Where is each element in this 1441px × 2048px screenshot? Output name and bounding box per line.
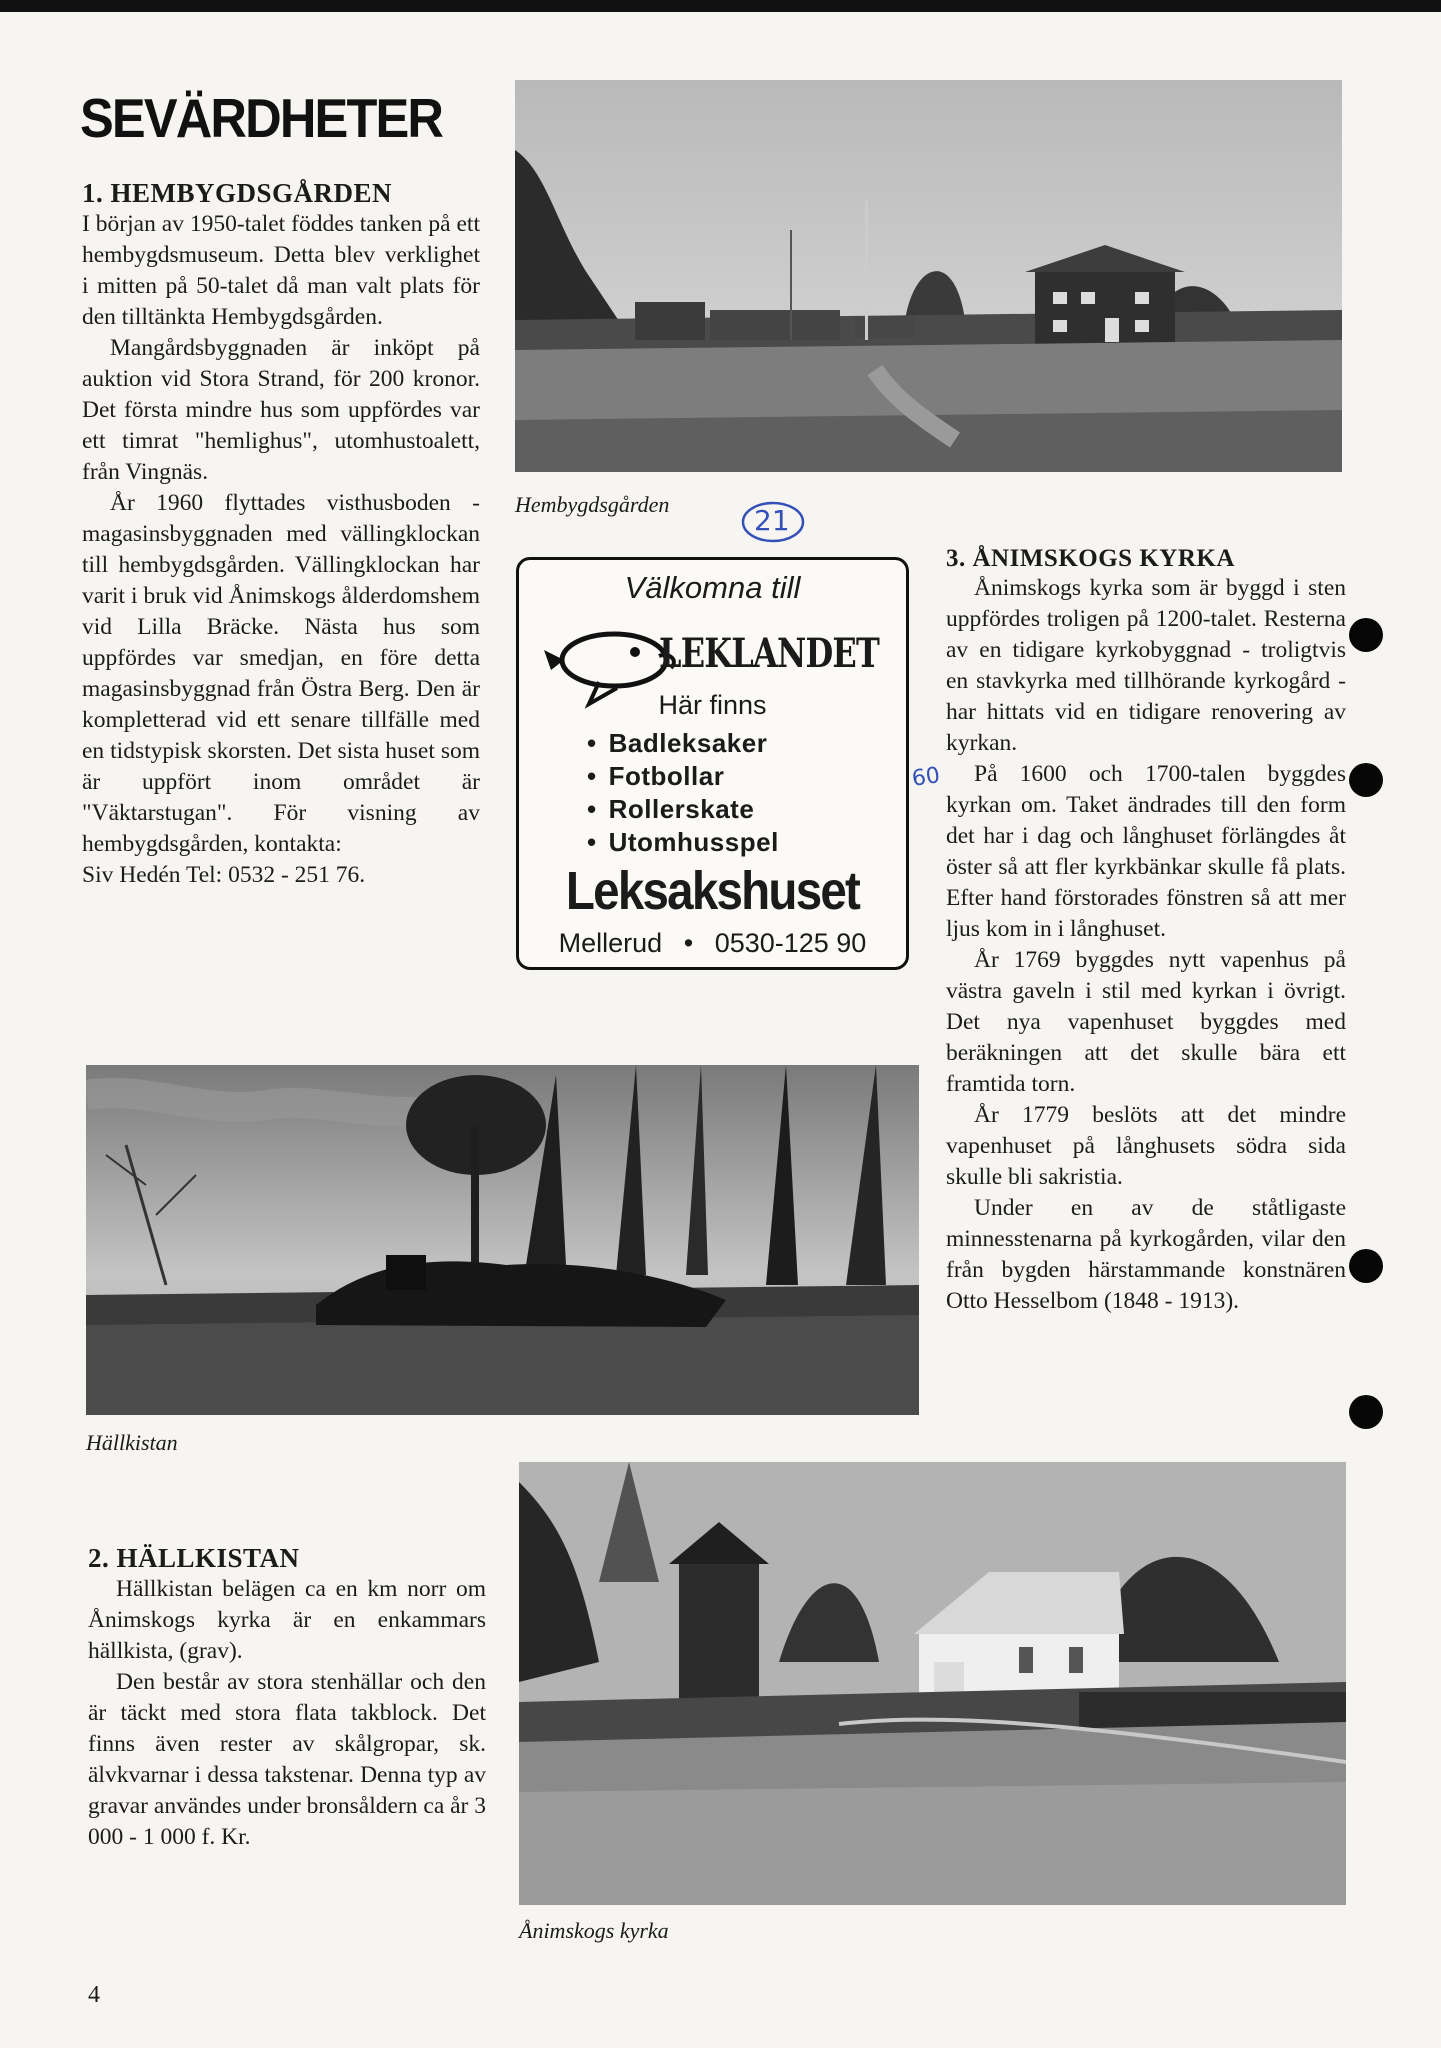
caption-hallkistan: Hällkistan xyxy=(86,1430,178,1455)
section-animskogs-kyrka xyxy=(946,545,1346,1317)
bullet-separator: • xyxy=(683,928,694,958)
photo-hembygdsgarden xyxy=(515,80,1342,472)
ad-item: • Fotbollar xyxy=(587,760,779,793)
punch-hole xyxy=(1349,618,1383,652)
paragraph: År 1960 flyttades visthusboden - magasinsbyggnaden med vällingklockan till hembygdsgården. Vällingklockan har varit i bruk vid Ånimskogs ålderdomshem vid Lilla Bräcke. Nästa hus som uppfördes var smedjan, en före detta magasinsbyggnad från Östra Berg. Den är kompletterad vid ett senare tillfälle med en tidstypisk skorsten. Det sista huset som är uppfört inom området är "Väktarstugan". För visning av hembygdsgården, kontakta: xyxy=(82,490,480,857)
caption-animskogs-kyrka: Ånimskogs kyrka xyxy=(519,1918,669,1943)
ad-item-list xyxy=(587,727,779,859)
paragraph: Ånimskogs kyrka som är byggd i sten uppfördes troligen på 1200-talet. Resterna av en tidigare kyrkobyggnad - troligtvis en stavkyrka med tillhörande kyrkogård - har hittats vid en tidigare renovering av kyrkan. xyxy=(946,575,1346,756)
punch-hole xyxy=(1349,1395,1383,1429)
section-hembygdsgarden xyxy=(82,178,480,891)
paragraph: Mangårdsbyggnaden är inköpt på auktion vid Stora Strand, för 200 kronor. Det första mindre hus som uppfördes var ett timrat "hemlighus", utomhustoalett, från Vingnäs. xyxy=(82,335,480,485)
photo-animskogs-kyrka xyxy=(519,1462,1346,1905)
ad-item: • Rollerskate xyxy=(587,793,779,826)
punch-hole xyxy=(1349,763,1383,797)
paragraph: Hällkistan belägen ca en km norr om Ånimskogs kyrka är en enkammars hällkista, (grav). xyxy=(88,1576,486,1664)
section-hallkistan xyxy=(88,1543,486,1853)
section-body xyxy=(88,1574,486,1853)
page-title: SEVÄRDHETER xyxy=(80,87,443,149)
logo-text: LEKLANDET xyxy=(659,630,880,677)
handwritten-annotation-21 xyxy=(740,500,806,544)
paragraph: I början av 1950-talet föddes tanken på ett hembygdsmuseum. Detta blev verklighet i mitten på 50-talet då man valt plats för den tilltänkta Hembygdsgården. xyxy=(82,211,480,330)
paragraph: Under en av de ståtligaste minnesstenarna på kyrkogården, vilar den från bygden härstammande konstnären Otto Hesselbom (1848 - 1913). xyxy=(946,1195,1346,1314)
paragraph: Den består av stora stenhällar och den är täckt med stora flata takblock. Det finns även rester av skålgropar, sk. älvkvarnar i dessa takstenar. Denna typ av gravar användes under bronsåldern ca år 3 000 - 1 000 f. Kr. xyxy=(88,1669,487,1850)
section-heading: 1. HEMBYGDSGÅRDEN xyxy=(82,178,393,208)
paragraph: Siv Hedén Tel: 0532 - 251 76. xyxy=(82,862,366,888)
section-heading: 3. ÅNIMSKOGS KYRKA xyxy=(946,545,1235,572)
paragraph: År 1769 byggdes nytt vapenhus på västra gaveln i stil med kyrkan i övrigt. Det nya vapenhuset byggdes med beräkningen att det skulle bära ett framtida torn. xyxy=(946,947,1346,1097)
caption-hembygdsgarden: Hembygdsgården xyxy=(515,492,670,517)
ad-shop-name: Leksakshuset xyxy=(565,861,860,921)
ad-footer xyxy=(519,928,906,959)
ad-city: Mellerud xyxy=(558,928,663,958)
section-body xyxy=(946,573,1346,1317)
section-heading: 2. HÄLLKISTAN xyxy=(88,1543,300,1573)
top-edge-bar xyxy=(0,0,1441,12)
paragraph: På 1600 och 1700-talen byggdes kyrkan om. Taket ändrades till den form det har i dag och långhuset förlängdes åt öster så att fler kyrkbänkar skulle få plats. Efter hand förstorades fönstren så att mer ljus kom in i långhuset. xyxy=(946,761,1346,942)
advertisement-leksakshuset xyxy=(516,557,909,970)
paragraph: År 1779 beslöts att det mindre vapenhuset på långhusets södra sida skulle bli sakristia. xyxy=(946,1102,1346,1190)
photo-hallkistan xyxy=(86,1065,919,1415)
annotation-text: 21 xyxy=(754,504,790,537)
page-number: 4 xyxy=(88,1982,100,2008)
section-body xyxy=(82,209,480,891)
ad-har-finns: Här finns xyxy=(658,690,767,720)
ad-welcome: Välkomna till xyxy=(624,570,801,605)
ad-phone: 0530-125 90 xyxy=(714,928,867,958)
handwritten-annotation-60: 60 xyxy=(910,763,942,792)
ad-item: • Badleksaker xyxy=(587,727,779,760)
punch-hole xyxy=(1349,1249,1383,1283)
ad-item: • Utomhusspel xyxy=(587,826,779,859)
